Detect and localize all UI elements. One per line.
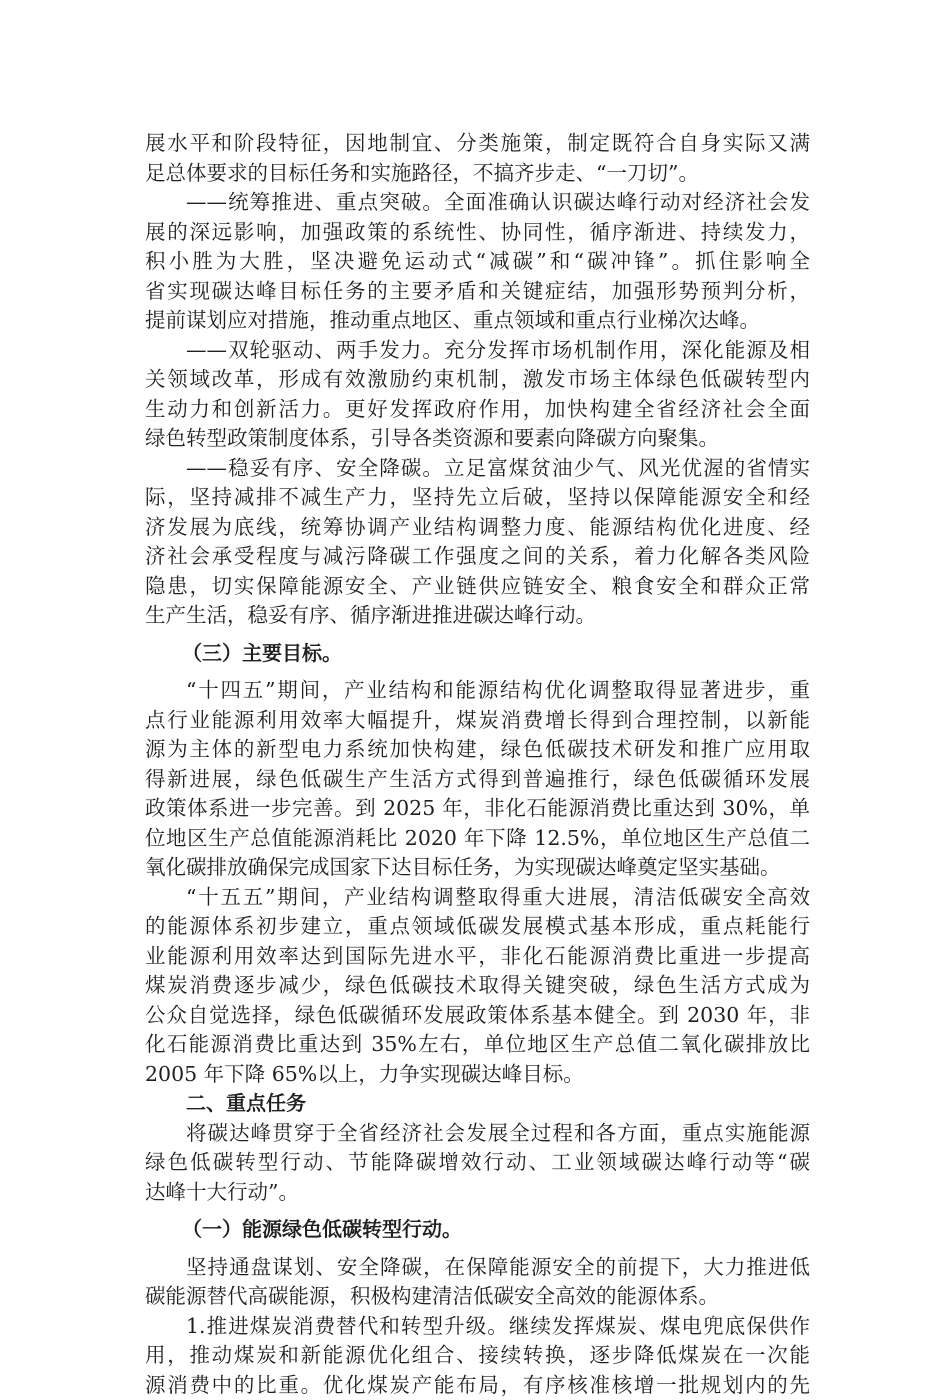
text-line: 绿色低碳转型行动、节能降碳增效行动、工业领域碳达峰行动等“碳 xyxy=(145,1148,810,1178)
text-line: 济社会承受程度与减污降碳工作强度之间的关系，着力化解各类风险 xyxy=(145,542,810,572)
text-line: 政策体系进一步完善。到 2025 年，非化石能源消费比重达到 30%，单 xyxy=(145,794,810,824)
text-line: 济发展为底线，统筹协调产业结构调整力度、能源结构优化进度、经 xyxy=(145,513,810,543)
text-line: 生动力和创新活力。更好发挥政府作用，加快构建全省经济社会全面 xyxy=(145,395,810,425)
text-line: “十四五”期间，产业结构和能源结构优化调整取得显著进步，重 xyxy=(145,676,810,706)
text-line: 省实现碳达峰目标任务的主要矛盾和关键症结，加强形势预判分析， xyxy=(145,277,810,307)
paragraph-principle-dual-drive xyxy=(145,336,810,454)
text-line: 化石能源消费比重达到 35%左右，单位地区生产总值二氧化碳排放比 xyxy=(145,1030,810,1060)
paragraph-context xyxy=(145,129,810,188)
section-heading-key-tasks: 二、重点任务 xyxy=(145,1089,810,1119)
text-line: 1.推进煤炭消费替代和转型升级。继续发挥煤炭、煤电兜底保供作 xyxy=(145,1312,810,1342)
document-page xyxy=(145,129,810,1400)
text-line: 坚持通盘谋划、安全降碳，在保障能源安全的前提下，大力推进低 xyxy=(145,1253,810,1283)
text-line: ——统筹推进、重点突破。全面准确认识碳达峰行动对经济社会发 xyxy=(145,188,810,218)
text-line: 际，坚持减排不减生产力，坚持先立后破，坚持以保障能源安全和经 xyxy=(145,483,810,513)
text-line: 提前谋划应对措施，推动重点地区、重点领域和重点行业梯次达峰。 xyxy=(145,306,810,336)
text-line: 的能源体系初步建立，重点领域低碳发展模式基本形成，重点耗能行 xyxy=(145,912,810,942)
text-line: 关领域改革，形成有效激励约束机制，激发市场主体绿色低碳转型内 xyxy=(145,365,810,395)
text-line: 点行业能源利用效率大幅提升，煤炭消费增长得到合理控制，以新能 xyxy=(145,706,810,736)
text-line: 将碳达峰贯穿于全省经济社会发展全过程和各方面，重点实施能源 xyxy=(145,1119,810,1149)
text-line: 位地区生产总值能源消耗比 2020 年下降 12.5%，单位地区生产总值二 xyxy=(145,824,810,854)
text-line: 煤炭消费逐步减少，绿色低碳技术取得关键突破，绿色生活方式成为 xyxy=(145,971,810,1001)
paragraph-coal-transition xyxy=(145,1312,810,1400)
paragraph-principle-coordination xyxy=(145,188,810,336)
text-line: 生产生活，稳妥有序、循序渐进推进碳达峰行动。 xyxy=(145,601,810,631)
paragraph-goals-15th-plan xyxy=(145,883,810,1090)
paragraph-goals-14th-plan xyxy=(145,676,810,883)
text-line: 用，推动煤炭和新能源优化组合、接续转换，逐步降低煤炭在一次能 xyxy=(145,1341,810,1371)
text-line: 积小胜为大胜，坚决避免运动式“减碳”和“碳冲锋”。抓住影响全 xyxy=(145,247,810,277)
text-line: 2005 年下降 65%以上，力争实现碳达峰目标。 xyxy=(145,1060,810,1090)
text-line: 展水平和阶段特征，因地制宜、分类施策，制定既符合自身实际又满 xyxy=(145,129,810,159)
text-line: 业能源利用效率达到国际先进水平，非化石能源消费比重进一步提高 xyxy=(145,942,810,972)
text-line: 氧化碳排放确保完成国家下达目标任务，为实现碳达峰奠定坚实基础。 xyxy=(145,853,810,883)
text-line: ——双轮驱动、两手发力。充分发挥市场机制作用，深化能源及相 xyxy=(145,336,810,366)
text-line: 绿色转型政策制度体系，引导各类资源和要素向降碳方向聚集。 xyxy=(145,424,810,454)
text-line: 源消费中的比重。优化煤炭产能布局，有序核准核增一批规划内的先 xyxy=(145,1371,810,1400)
text-line: 隐患，切实保障能源安全、产业链供应链安全、粮食安全和群众正常 xyxy=(145,572,810,602)
text-line: 碳能源替代高碳能源，积极构建清洁低碳安全高效的能源体系。 xyxy=(145,1282,810,1312)
text-line: 达峰十大行动”。 xyxy=(145,1178,810,1208)
text-line: 得新进展，绿色低碳生产生活方式得到普遍推行，绿色低碳循环发展 xyxy=(145,765,810,795)
text-line: 足总体要求的目标任务和实施路径，不搞齐步走、“一刀切”。 xyxy=(145,159,810,189)
section-heading-main-goals: （三）主要目标。 xyxy=(145,639,810,669)
paragraph-key-tasks xyxy=(145,1119,810,1208)
section-heading-energy-transition: （一）能源绿色低碳转型行动。 xyxy=(145,1215,810,1245)
text-line: 展的深远影响，加强政策的系统性、协同性，循序渐进、持续发力， xyxy=(145,218,810,248)
paragraph-principle-safety xyxy=(145,454,810,631)
text-line: “十五五”期间，产业结构调整取得重大进展，清洁低碳安全高效 xyxy=(145,883,810,913)
text-line: ——稳妥有序、安全降碳。立足富煤贫油少气、风光优渥的省情实 xyxy=(145,454,810,484)
text-line: 源为主体的新型电力系统加快构建，绿色低碳技术研发和推广应用取 xyxy=(145,735,810,765)
paragraph-energy-intro xyxy=(145,1253,810,1312)
text-line: 公众自觉选择，绿色低碳循环发展政策体系基本健全。到 2030 年，非 xyxy=(145,1001,810,1031)
